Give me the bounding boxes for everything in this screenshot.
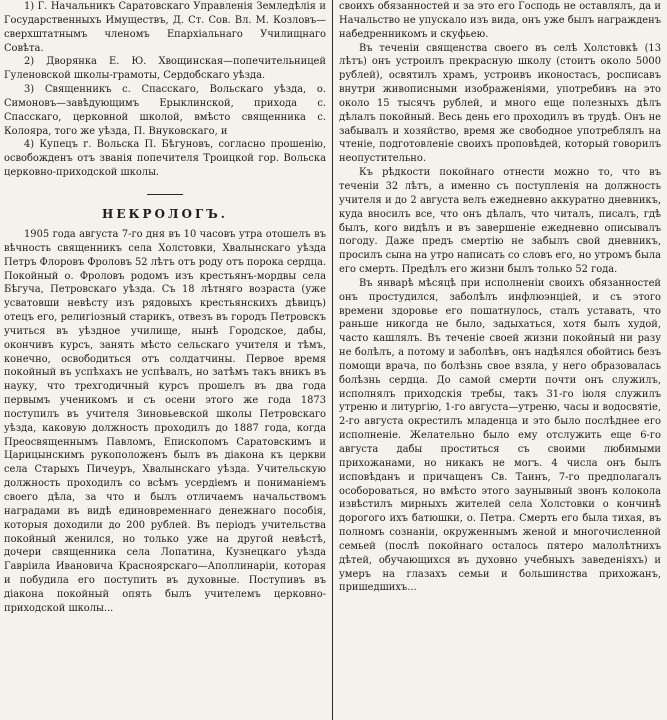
section-gap [4, 180, 326, 192]
right-paragraph-3: Къ рѣдкости покойнаго отнести можно то, что въ теченіи 32 лѣтъ, а именно съ поступленія на должность учителя и до 2 августа велъ ежедневно аккуратно дневникъ, куда вносилъ все, что онъ дѣлалъ, что читалъ, писалъ, гдѣ былъ, кого видѣлъ и въ завершеніе ежедневно описывалъ погоду. Даже предъ смертію не забылъ свой дневникъ, просилъ сына на утро написать со словъ его, но утромъ была его смерть. Предѣлъ его жизни былъ только 52 года. [339, 167, 661, 276]
continued-paragraph: своихъ обязанностей и за это его Господь не оставлялъ, да и Начальство не упускало изъ вида, онъ уже былъ награжденъ набедренникомъ и скуфьею. [339, 1, 661, 40]
appointment-item-4: 4) Купецъ г. Вольска П. Бѣгуновъ, согласно прошенію, освобожденъ отъ званія попечителя Троицкой гор. Вольска церковно-приходской школы. [4, 139, 326, 179]
right-column [339, 0, 661, 720]
left-column [4, 0, 326, 720]
right-paragraph-4: Въ январѣ мѣсяцѣ при исполненіи своихъ обязанностей онъ простудился, заболѣлъ инфлюэнціей, и съ этого времени здоровье его пошатнулось, сталъ уставать, что раньше никогда не было, задыхаться, хотя былъ худой, часто кашлялъ. Въ теченіе своей жизни покойный ни разу не болѣлъ, а потому и заболѣвъ, онъ надѣялся обойтись безъ помощи врача, по болѣзнь свое взяла, у него образовалась болѣзнь сердца. До самой смерти почти онъ служилъ, исполнялъ приходскія требы, такъ 31-го іюля служилъ утреню и литургію, 1-го августа—утреню, часы и водосвятіе, 2-го августа окрестилъ младенца и это было послѣднее его исполненіе. Желательно было ему отслужить еще 6-го августа дабы проститься съ своими любимыми прихожанами, но никакъ не могъ. 4 числа онъ былъ исповѣданъ и причащенъ Св. Таинъ, 7-го предполагалъ особороваться, но вмѣсто этого заунывный звонъ колокола извѣстилъ мирныхъ жителей села Холстовки о кончинѣ дорогого ихъ батюшки, о. Петра. Смерть его была тихая, въ полномъ сознаніи, окруженнымъ женой и многочисленной семьей (послѣ покойнаго осталось пятеро малолѣтнихъ дѣтей, обучающихся въ духовно учебныхъ заведеніяхъ) и умеръ на глазахъ семьи и большинства прихожанъ, пришедшихъ... [339, 277, 661, 594]
appointment-item-2: 2) Дворянка Е. Ю. Хвощинская—попечительницей Гуленовской школы-грамоты, Сердобскаго уѣзда. [4, 56, 326, 82]
right-paragraph-2: Въ теченіи священства своего въ селѣ Холстовкѣ (13 лѣтъ) онъ устроилъ прекрасную школу (стоитъ около 5000 рублей), освятилъ храмъ, устроивъ иконостасъ, росписавъ внутри живописными изображеніями, употребивъ на это около 15 тысячъ рублей, и много еще полезныхъ дѣлъ дѣлалъ покойный. Весь день его проходилъ въ трудѣ. Онъ не забывалъ и хозяйство, время же свободное употреблялъ на чтеніе, подготовленіе своихъ проповѣдей, который говорилъ неопустительно. [339, 42, 661, 165]
column-divider [332, 0, 333, 720]
appointment-item-3: 3) Священникъ с. Спасскаго, Вольскаго уѣзда, о. Симоновъ—завѣдующимъ Ерыклинской, прихода с. Спасскаго, церковной школой, вмѣсто священника с. Колояра, того же уѣзда, П. Внуковскаго, и [4, 84, 326, 137]
obituary-heading: НЕКРОЛОГЪ. [102, 206, 228, 221]
heading-rule [147, 194, 183, 195]
appointment-item-1: 1) Г. Начальникъ Саратовскаго Управленія Земледѣлія и Государственныхъ Имуществъ, Д. Ст. Сов. Вл. М. Козловъ—сверхштатнымъ членомъ Епархіальнаго Училищнаго Совѣта. [4, 1, 326, 54]
obituary-paragraph: 1905 года августа 7-го дня въ 10 часовъ утра отошелъ въ вѣчность священникъ села Холстовки, Хвалынскаго уѣзда Петръ Флоровъ Фроловъ 52 лѣтъ отъ роду отъ порока сердца. Покойный о. Фроловъ родомъ изъ крестьянъ-мордвы села Бѣгуча, Петровскаго уѣзда. Съ 18 лѣтняго возраста (уже усватовши невѣсту изъ рядовыхъ крестьянскихъ дѣвицъ) отецъ его, религіозный старикъ, отвезъ въ городъ Петровскъ учиться въ уѣздное училище, нынѣ Городское, дабы, окончивъ курсъ, занять мѣсто сельскаго учителя и тѣмъ, конечно, освободиться отъ солдатчины. Первое время покойный въ успѣхахъ не успѣвалъ, но затѣмъ такъ вникъ въ науку, что трехгодичный курсъ прошелъ въ два года первымъ ученикомъ и съ осени этого же года 1873 поступилъ въ учителя Зиновьевской школы Петровскаго уѣзда, каковую должность проходилъ до 1887 года, когда Преосвященнымъ Павломъ, Епископомъ Саратовскимъ и Царицынскимъ рукоположенъ былъ въ діакона къ церкви села Старыхъ Пичеуръ, Хвалынскаго уѣзда. Учительскую должность проходилъ со всѣмъ усердіемъ и пониманіемъ своего дѣла, за что и былъ отличаемъ начальствомъ наградами въ видѣ единовременнаго денежнаго пособія, которыя доходили до 200 рублей. Въ періодъ учительства покойный женился, но только уже на другой невѣстѣ, дочери священника села Лопатина, Кузнецкаго уѣзда Гавріила Ивановича Красноярскаго—Аполлинаріи, которая и побудила его поступить въ духовные. Поступивъ въ діакона покойный опять былъ учителемъ церковно-приходской школы... [4, 228, 326, 614]
